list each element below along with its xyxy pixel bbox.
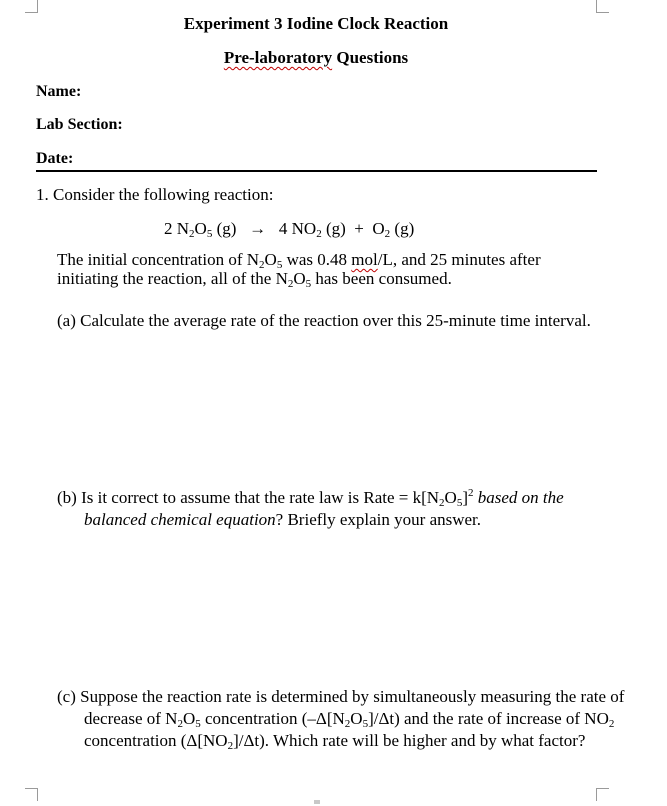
spellcheck-word[interactable]: Pre-laboratory xyxy=(223,48,333,67)
subtitle-word: Questions xyxy=(336,48,409,67)
question-1a: (a) Calculate the average rate of the reaction over this 25-minute time interval. xyxy=(57,311,591,330)
subscript: 2 xyxy=(177,718,183,730)
text: ]/Δt). Which rate will be higher and by what factor? xyxy=(233,731,586,750)
product1-state: (g) xyxy=(321,219,346,238)
text: ] xyxy=(462,488,468,507)
product1: 4 NO xyxy=(278,219,317,238)
reactant-coef: 2 N xyxy=(164,219,190,238)
text: The initial concentration of N xyxy=(57,250,260,269)
subscript: 2 xyxy=(439,497,445,509)
question-1c xyxy=(57,686,629,752)
subscript: 5 xyxy=(276,259,283,271)
plus-sign: + xyxy=(354,219,364,238)
lab-section-label: Lab Section: xyxy=(36,116,123,133)
question-1b xyxy=(57,487,629,531)
crop-mark-bottom-right xyxy=(596,788,609,801)
text: O xyxy=(293,269,306,288)
reaction-equation xyxy=(164,219,414,239)
subscript: 5 xyxy=(456,497,463,509)
text: was 0.48 xyxy=(282,250,352,269)
subscript: 5 xyxy=(206,228,213,240)
crop-mark-top-right xyxy=(596,0,609,13)
text: O xyxy=(182,709,196,728)
text: has been consumed. xyxy=(311,269,452,288)
subscript: 2 xyxy=(259,259,265,271)
reactant-state: (g) xyxy=(212,219,237,238)
product2-state: (g) xyxy=(390,219,415,238)
text: O xyxy=(264,250,277,269)
spellcheck-word[interactable]: mol xyxy=(351,250,378,269)
text: /L, and 25 minutes after initiating the reaction, all of the N xyxy=(57,250,541,288)
reaction-arrow-icon: → xyxy=(249,219,267,238)
name-label: Name: xyxy=(36,83,82,100)
document-title: Experiment 3 Iodine Clock Reaction xyxy=(183,14,449,33)
subscript: 2 xyxy=(344,718,351,730)
text: ? Briefly explain your answer. xyxy=(275,510,482,529)
product2: O xyxy=(372,219,385,238)
text: (b) Is it correct to assume that the rate law is Rate = k[N xyxy=(57,488,440,507)
italic-text: based on the balanced chemical equation xyxy=(84,488,564,529)
crop-mark-top-left xyxy=(25,0,38,13)
subscript: 2 xyxy=(316,228,322,240)
document-subtitle xyxy=(0,48,632,68)
page-scroll-indicator[interactable] xyxy=(314,800,320,804)
subscript: 2 xyxy=(227,740,234,752)
text: O xyxy=(350,709,363,728)
date-label: Date: xyxy=(36,150,74,167)
text: concentration (–Δ[N xyxy=(200,709,345,728)
text: ]/Δt) and the rate of increase of NO xyxy=(368,709,609,728)
text: O xyxy=(444,488,457,507)
subscript: 2 xyxy=(189,228,195,240)
question-1-paragraph xyxy=(57,250,602,288)
text: (c) Suppose the reaction rate is determined by simultaneously measuring the rate of decrease of N xyxy=(57,687,625,728)
subscript: 2 xyxy=(608,718,615,730)
subscript: 5 xyxy=(305,278,312,290)
subscript: 5 xyxy=(195,718,201,730)
header-divider xyxy=(36,170,597,172)
reactant-element: O xyxy=(194,219,207,238)
text: concentration (Δ[NO xyxy=(84,731,228,750)
subscript: 5 xyxy=(362,718,369,730)
question-1-intro: 1. Consider the following reaction: xyxy=(36,185,274,204)
superscript: 2 xyxy=(468,487,474,499)
crop-mark-bottom-left xyxy=(25,788,38,801)
subscript: 2 xyxy=(384,228,391,240)
subscript: 2 xyxy=(287,278,294,290)
